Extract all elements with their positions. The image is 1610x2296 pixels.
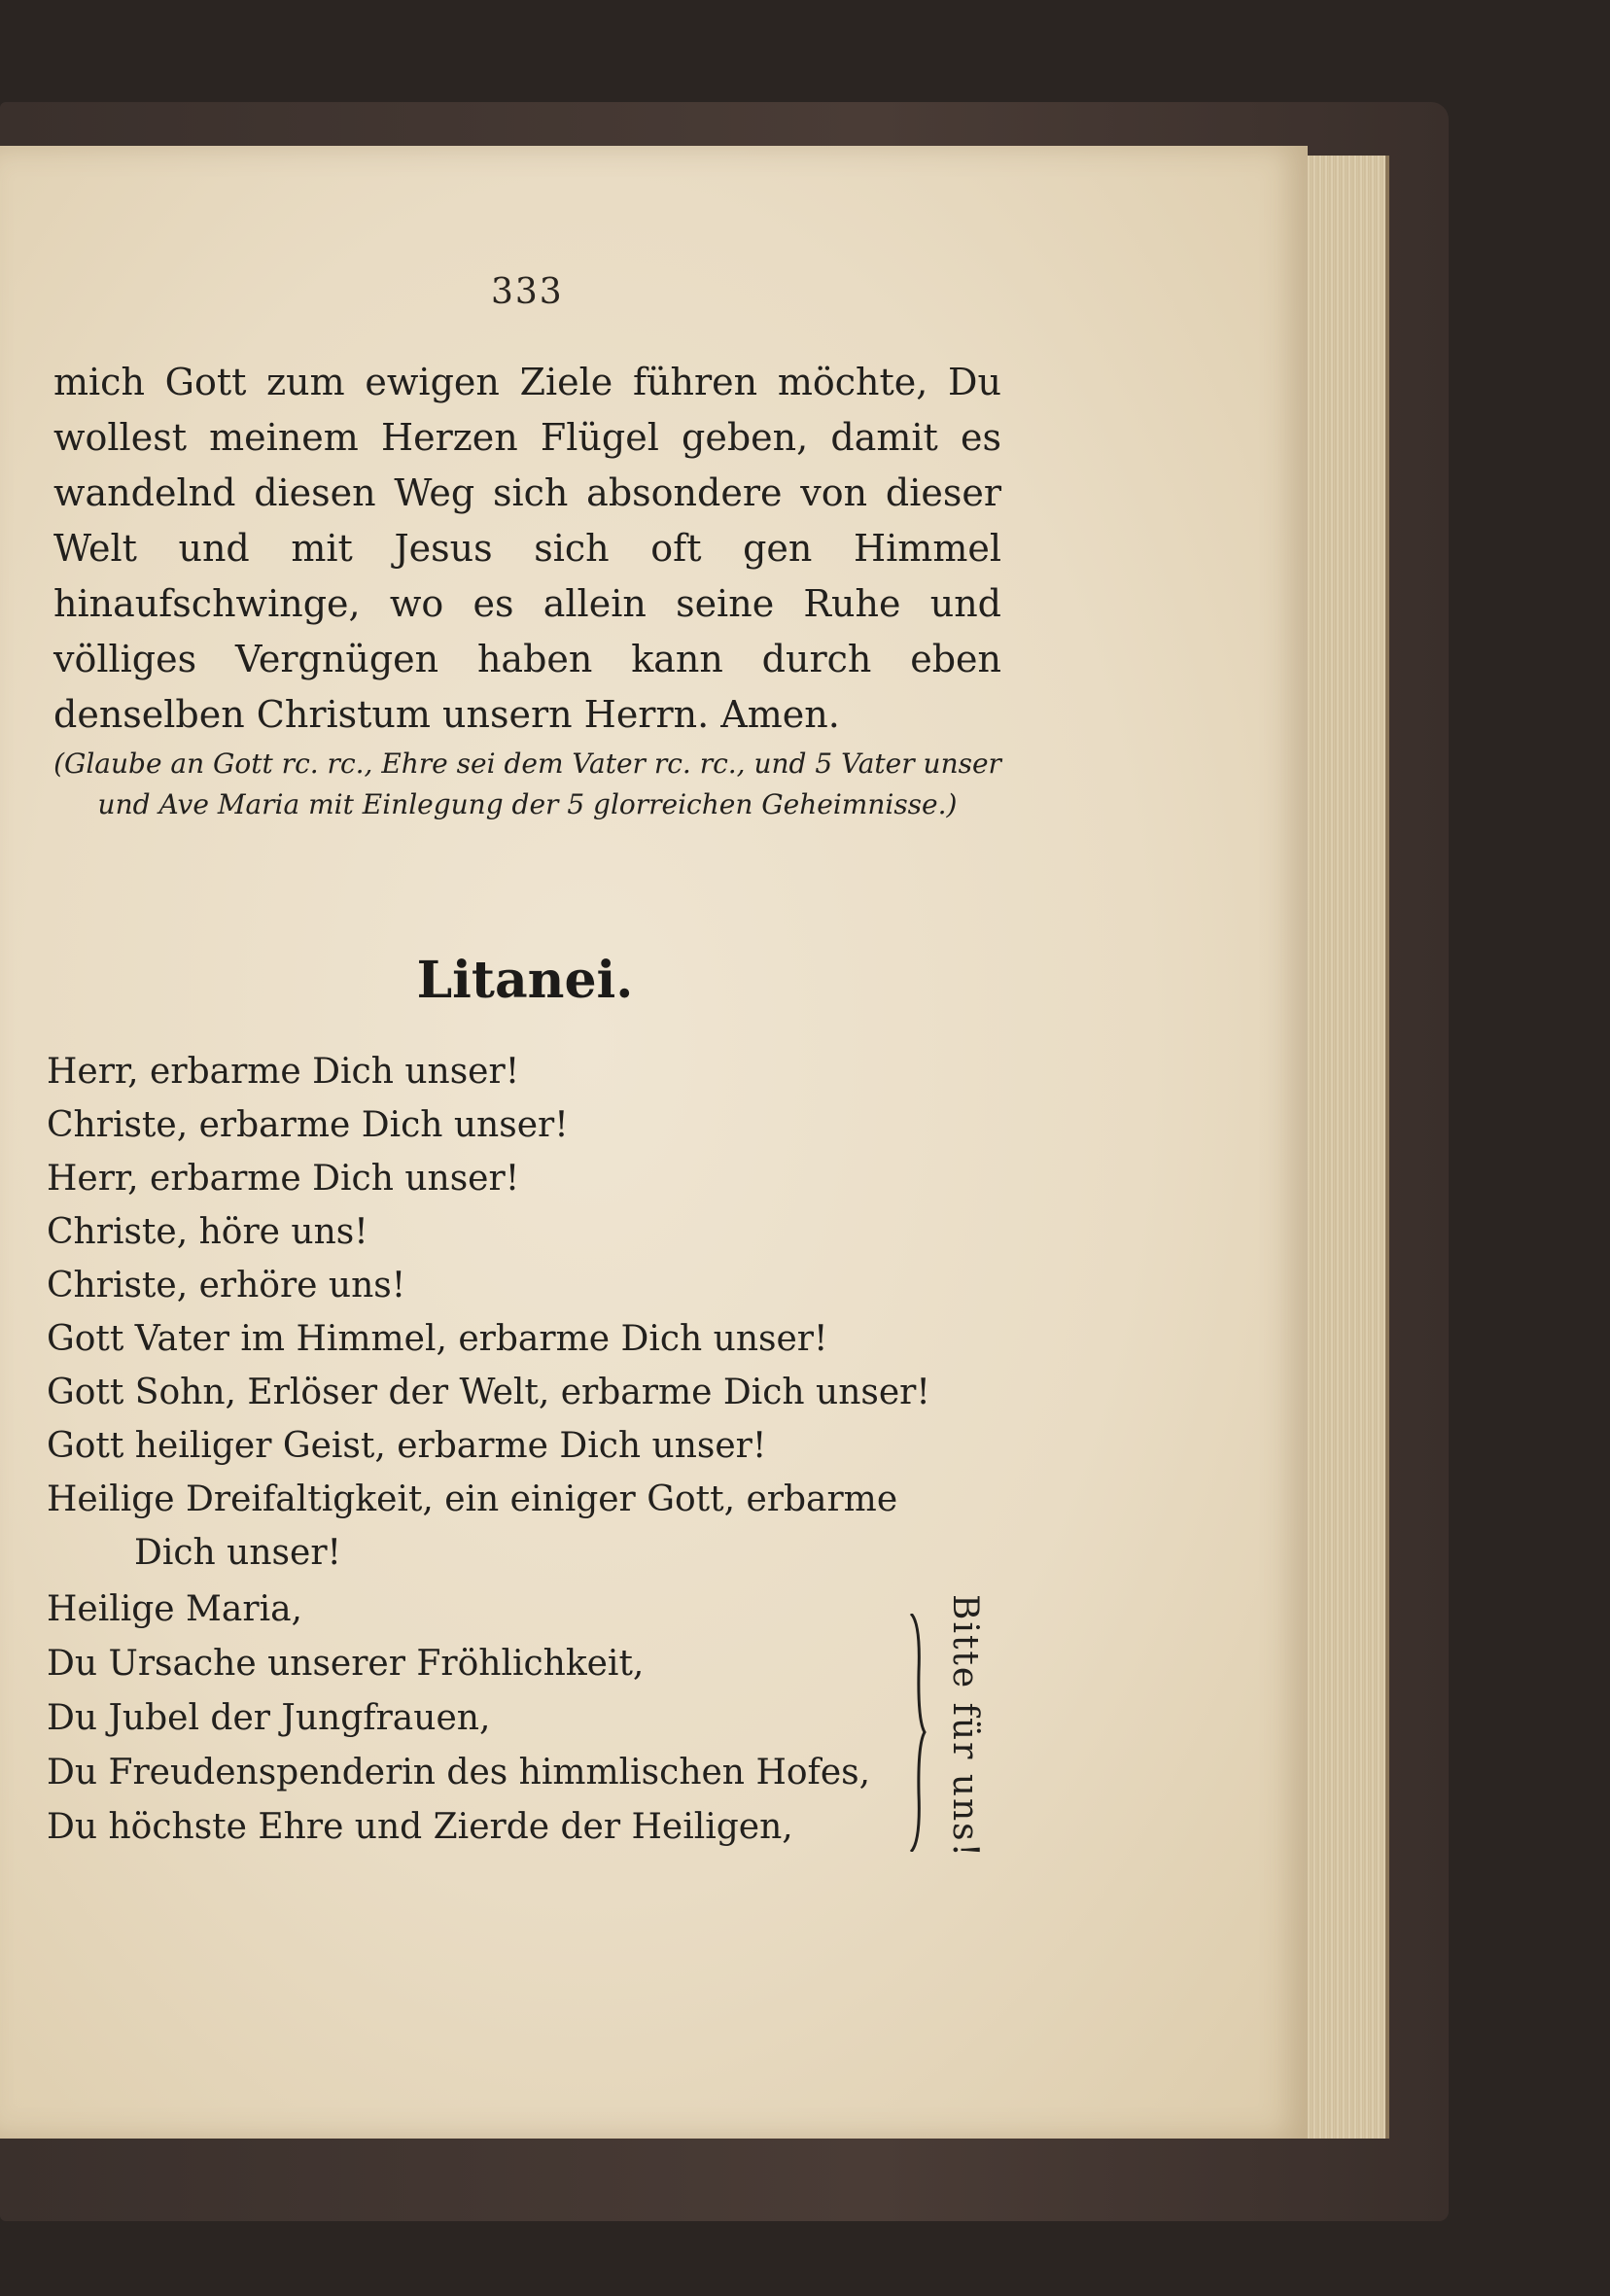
invocation-line: Du höchste Ehre und Zierde der Heiligen, bbox=[47, 1807, 793, 1847]
litany-line-continuation: Dich unser! bbox=[134, 1533, 341, 1573]
invocation-line: Heilige Maria, bbox=[47, 1589, 302, 1629]
invocation-line: Du Ursache unserer Fröhlichkeit, bbox=[47, 1644, 645, 1684]
litany-line: Herr, erbarme Dich unser! bbox=[47, 1052, 520, 1092]
litany-list bbox=[47, 1045, 1019, 1580]
invocation-list bbox=[47, 1583, 922, 1855]
page-number: 333 bbox=[491, 272, 564, 312]
invocation-line: Du Jubel der Jungfrauen, bbox=[47, 1698, 491, 1738]
litany-line: Heilige Dreifaltigkeit, ein einiger Gott, erbarme bbox=[47, 1479, 898, 1519]
invocation-line: Du Freudenspenderin des himmlischen Hofes, bbox=[47, 1753, 871, 1792]
litany-line: Gott Vater im Himmel, erbarme Dich unser! bbox=[47, 1319, 828, 1359]
section-heading: Litanei. bbox=[416, 951, 634, 1010]
litany-line: Herr, erbarme Dich unser! bbox=[47, 1159, 520, 1199]
litany-line: Christe, erhöre uns! bbox=[47, 1266, 406, 1305]
prayer-paragraph: mich Gott zum ewigen Ziele führen möchte, Du wollest meinem Herzen Flügel geben, damit es wandelnd diesen Weg sich absondere von dieser Welt und mit Jesus sich oft gen Himmel hinaufschwinge, wo es allein seine Ruhe und völliges Vergnügen haben kann durch eben denselben Christum unsern Herrn. Amen. bbox=[53, 361, 1001, 736]
rubric-note: (Glaube an Gott rc. rc., Ehre sei dem Vater rc. rc., und 5 Vater unser und Ave Maria mit Einlegung der 5 glorreichen Geheimnisse.) bbox=[53, 748, 1001, 820]
litany-line: Christe, höre uns! bbox=[47, 1212, 368, 1252]
litany-line: Gott Sohn, Erlöser der Welt, erbarme Dich unser! bbox=[47, 1373, 930, 1412]
brace-icon bbox=[909, 1614, 927, 1852]
response-vertical: Bitte für uns! bbox=[945, 1594, 985, 1860]
litany-line: Gott heiliger Geist, erbarme Dich unser! bbox=[47, 1426, 767, 1466]
litany-line: Christe, erbarme Dich unser! bbox=[47, 1105, 569, 1145]
